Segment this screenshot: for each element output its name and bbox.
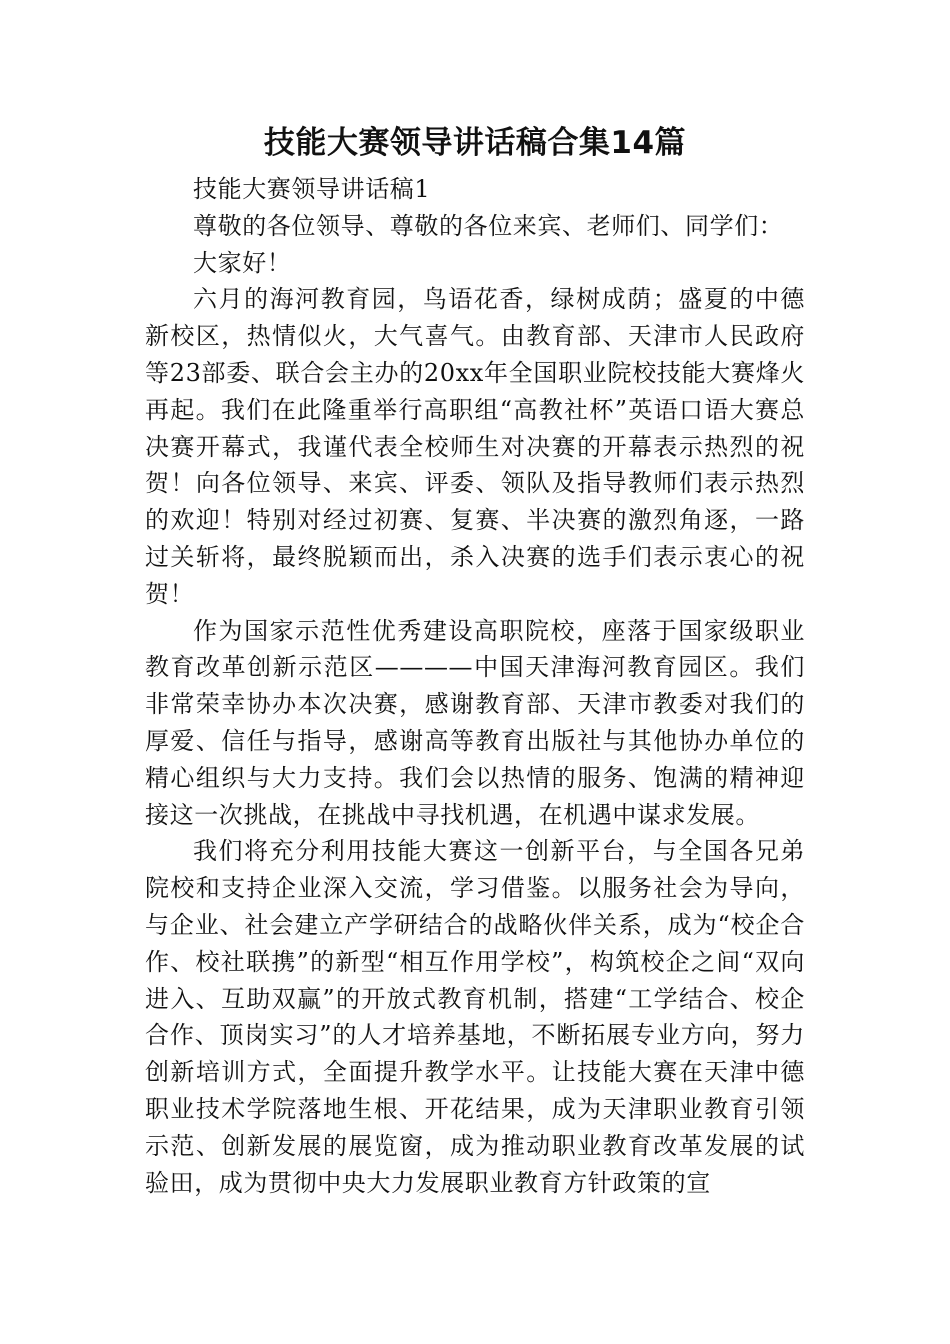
document-title: 技能大赛领导讲话稿合集14篇 — [263, 125, 687, 161]
paragraph: 六月的海河教育园，鸟语花香，绿树成荫；盛夏的中德新校区，热情似火，大气喜气。由教育部、天津市人民政府等23部委、联合会主办的20xx年全国职业院校技能大赛烽火再起。我们在此隆重举行高职组“高教社杯”英语口语大赛总决赛开幕式，我谨代表全校师生对决赛的开幕表示热烈的祝贺！向各位领导、来宾、评委、领队及指导教师们表示热烈的欢迎！特别对经过初赛、复赛、半决赛的激烈角逐，一路过关斩将，最终脱颖而出，杀入决赛的选手们表示衷心的祝贺！ — [145, 285, 805, 608]
paragraph: 作为国家示范性优秀建设高职院校，座落于国家级职业教育改革创新示范区————中国天津海河教育园区。我们非常荣幸协办本次决赛，感谢教育部、天津市教委对我们的厚爱、信任与指导，感谢高等教育出版社与其他协办单位的精心组织与大力支持。我们会以热情的服务、饱满的精神迎接这一次挑战，在挑战中寻找机遇，在机遇中谋求发展。 — [145, 616, 805, 829]
section-heading: 技能大赛领导讲话稿1 — [193, 175, 431, 203]
salutation: 尊敬的各位领导、尊敬的各位来宾、老师们、同学们： — [193, 211, 784, 240]
paragraph: 我们将充分利用技能大赛这一创新平台，与全国各兄弟院校和支持企业深入交流，学习借鉴。以服务社会为导向，与企业、社会建立产学研结合的战略伙伴关系，成为“校企合作、校社联携”的新型“相互作用学校”，构筑校企之间“双向进入、互助双赢”的开放式教育机制，搭建“工学结合、校企合作、顶岗实习”的人才培养基地，不断拓展专业方向，努力创新培训方式，全面提升教学水平。让技能大赛在天津中德职业技术学院落地生根、开花结果，成为天津职业教育引领示范、创新发展的展览窗，成为推动职业教育改革发展的试验田，成为贯彻中央大力发展职业教育方针政策的宣 — [145, 837, 805, 1197]
greeting: 大家好！ — [193, 248, 292, 277]
document-body — [145, 171, 805, 1201]
